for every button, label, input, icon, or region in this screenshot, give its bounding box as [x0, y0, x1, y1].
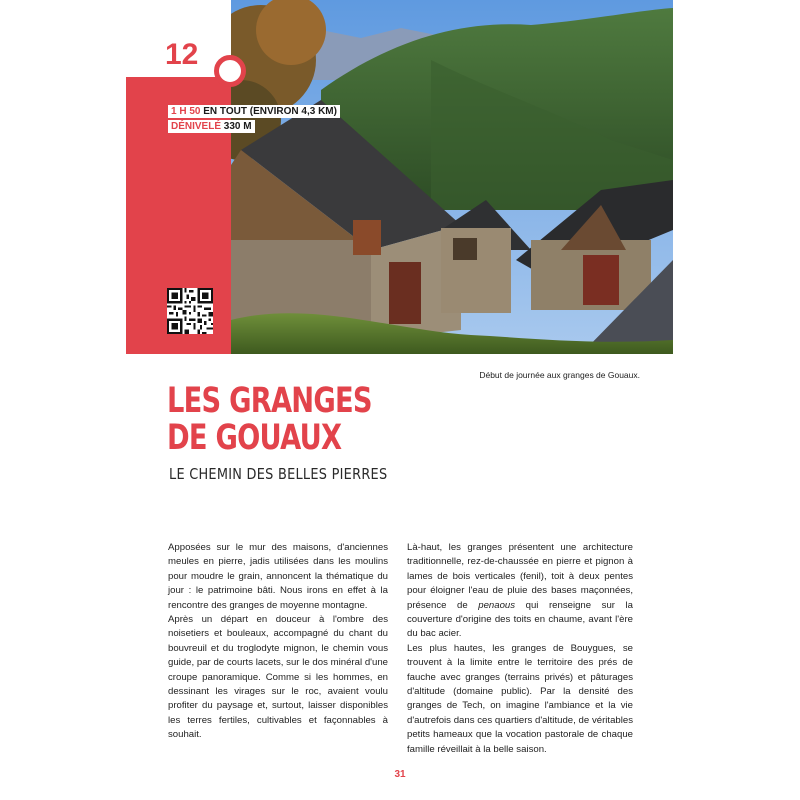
paragraph: Après un départ en douceur à l'ombre des noisetiers et bouleaux, accompagné du chant du bouvreuil et du troglodyte mignon, le chemin vous guide, par de courts lacets, sur le dos minéral d'une croupe panoramique. Comme si les hommes, en dessinant les virages sur le roc, avaient voulu profiter du paysage et, surtout, laisser disponibles les terres fertiles, cultivables et façonnables à souhait.	[168, 614, 388, 741]
duration-value: EN TOUT (ENVIRON 4,3 KM)	[203, 106, 337, 117]
paragraph: Les plus hautes, les granges de Bouygues, se trouvent à la limite entre le territoire des prés de fauche avec granges (terrains privés) et pâturages d'altitude (domaine public). Par la densité des granges de Tech, on imagine l'ambiance et la vie d'autrefois dans ces quartiers d'altitude, de véritables petits hameaux que la vocation pastorale de chaque famille réveillait à la belle saison.	[407, 642, 633, 755]
elevation-value: 330 M	[223, 121, 252, 132]
page-number: 31	[394, 769, 406, 780]
page-subtitle: LE CHEMIN DES BELLES PIERRES	[169, 465, 388, 483]
title-line-2: DE GOUAUX	[167, 418, 342, 458]
paragraph: Apposées sur le mur des maisons, d'anciennes meules en pierre, jadis utilisées dans les moulins pour moudre le grain, annoncent la thématique du jour : le patrimoine bâti. Nous irons en effet à la rencontre des granges de moyenne montagne.	[168, 542, 388, 611]
elevation-key: DÉNIVELÉ	[171, 121, 222, 132]
duration-line	[168, 104, 340, 119]
stage-number: 12	[165, 38, 199, 71]
paragraph	[407, 541, 633, 642]
circle-marker-icon	[214, 55, 246, 87]
stage-stats	[168, 104, 340, 134]
duration-key: 1 H 50	[171, 106, 201, 117]
page-title	[167, 383, 370, 457]
body-column-left	[168, 541, 388, 743]
text-run: Là-haut, les granges présentent une architecture traditionnelle, rez-de-chaussée en pierre et pignon à lames de bois verticales (fenil), toit à deux pentes pour éloigner l'eau de pluie des bases maçonnées, présence de	[407, 542, 633, 611]
hero-photo	[231, 0, 673, 354]
elevation-line	[168, 119, 340, 134]
text-run: qui renseigne sur la couverture d'origine des toits en chaume, avant l'ère du bac acier.	[407, 599, 633, 640]
photo-caption: Début de journée aux granges de Gouaux.	[479, 370, 640, 380]
mountain-barns-image	[231, 0, 673, 354]
body-column-right	[407, 541, 633, 757]
emphasis-term: penaous	[478, 599, 516, 611]
qr-code-icon[interactable]	[167, 288, 213, 334]
title-line-1: LES GRANGES	[167, 381, 372, 421]
